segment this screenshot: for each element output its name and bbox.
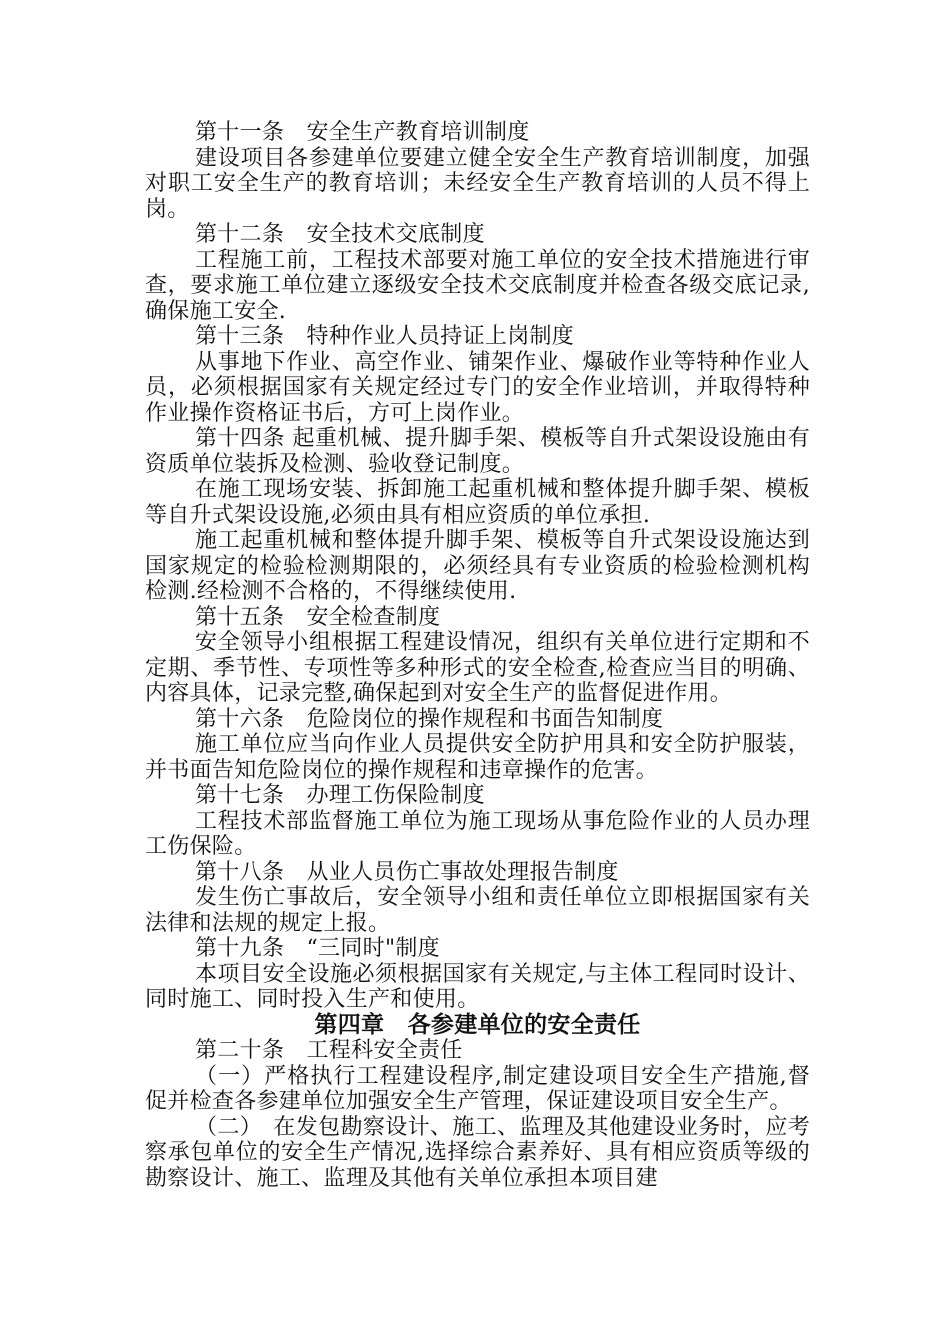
article-20-heading: 第二十条 工程科安全责任	[195, 1038, 463, 1063]
article-11-body: 建设项目各参建单位要建立健全安全生产教育培训制度，加强对职工安全生产的教育培训；未经安全生产教育培训的人员不得上岗。	[145, 145, 810, 222]
article-12-heading: 第十二条 安全技术交底制度	[195, 222, 485, 247]
article-15-body: 安全领导小组根据工程建设情况，组织有关单位进行定期和不定期、季节性、专项性等多种形式的安全检查,检查应当目的明确、内容具体，记录完整,确保起到对安全生产的监督促进作用。	[145, 630, 810, 706]
article-16-heading: 第十六条 危险岗位的操作规程和书面告知制度	[195, 706, 664, 732]
article-13-heading: 第十三条 特种作业人员持证上岗制度	[195, 324, 575, 349]
article-13-body: 从事地下作业、高空作业、铺架作业、爆破作业等特种作业人员，必须根据国家有关规定经过专门的安全作业培训，并取得特种作业操作资格证书后，方可上岗作业。	[145, 349, 810, 426]
article-18-heading: 第十八条 从业人员伤亡事故处理报告制度	[195, 859, 619, 885]
chapter-4-title: 第四章 各参建单位的安全责任	[314, 1011, 641, 1038]
article-16-body: 施工单位应当向作业人员提供安全防护用具和安全防护服装，并书面告知危险岗位的操作规程和违章操作的危害。	[145, 732, 810, 783]
document-page	[145, 120, 810, 1191]
article-17-heading: 第十七条 办理工伤保险制度	[195, 783, 485, 808]
article-11-heading: 第十一条 安全生产教育培训制度	[195, 120, 530, 145]
article-15-heading: 第十五条 安全检查制度	[195, 604, 441, 630]
article-19-heading: 第十九条 “三同时"制度	[195, 936, 440, 961]
article-19-body: 本项目安全设施必须根据国家有关规定,与主体工程同时设计、同时施工、同时投入生产和使用。	[145, 961, 810, 1012]
article-14-body-1: 在施工现场安装、拆卸施工起重机械和整体提升脚手架、模板等自升式架设设施,必须由具有相应资质的单位承担.	[145, 477, 810, 528]
article-14-heading: 第十四条 起重机械、提升脚手架、模板等自升式架设设施由有资质单位装拆及检测、验收登记制度。	[145, 426, 810, 477]
article-17-body: 工程技术部监督施工单位为施工现场从事危险作业的人员办理工伤保险。	[145, 808, 810, 859]
article-20-item-1: （一）严格执行工程建设程序,制定建设项目安全生产措施,督促并检查各参建单位加强安全生产管理，保证建设项目安全生产。	[145, 1063, 810, 1114]
article-20-item-2: （二） 在发包勘察设计、施工、监理及其他建设业务时，应考察承包单位的安全生产情况,选择综合素养好、具有相应资质等级的勘察设计、施工、监理及其他有关单位承担本项目建	[145, 1114, 810, 1191]
article-18-body: 发生伤亡事故后，安全领导小组和责任单位立即根据国家有关法律和法规的规定上报。	[145, 885, 810, 936]
article-14-body-2: 施工起重机械和整体提升脚手架、模板等自升式架设设施达到国家规定的检验检测期限的，必须经具有专业资质的检验检测机构检测.经检测不合格的，不得继续使用.	[145, 528, 810, 604]
article-12-body: 工程施工前，工程技术部要对施工单位的安全技术措施进行审查，要求施工单位建立逐级安全技术交底制度并检查各级交底记录,确保施工安全.	[145, 247, 810, 324]
